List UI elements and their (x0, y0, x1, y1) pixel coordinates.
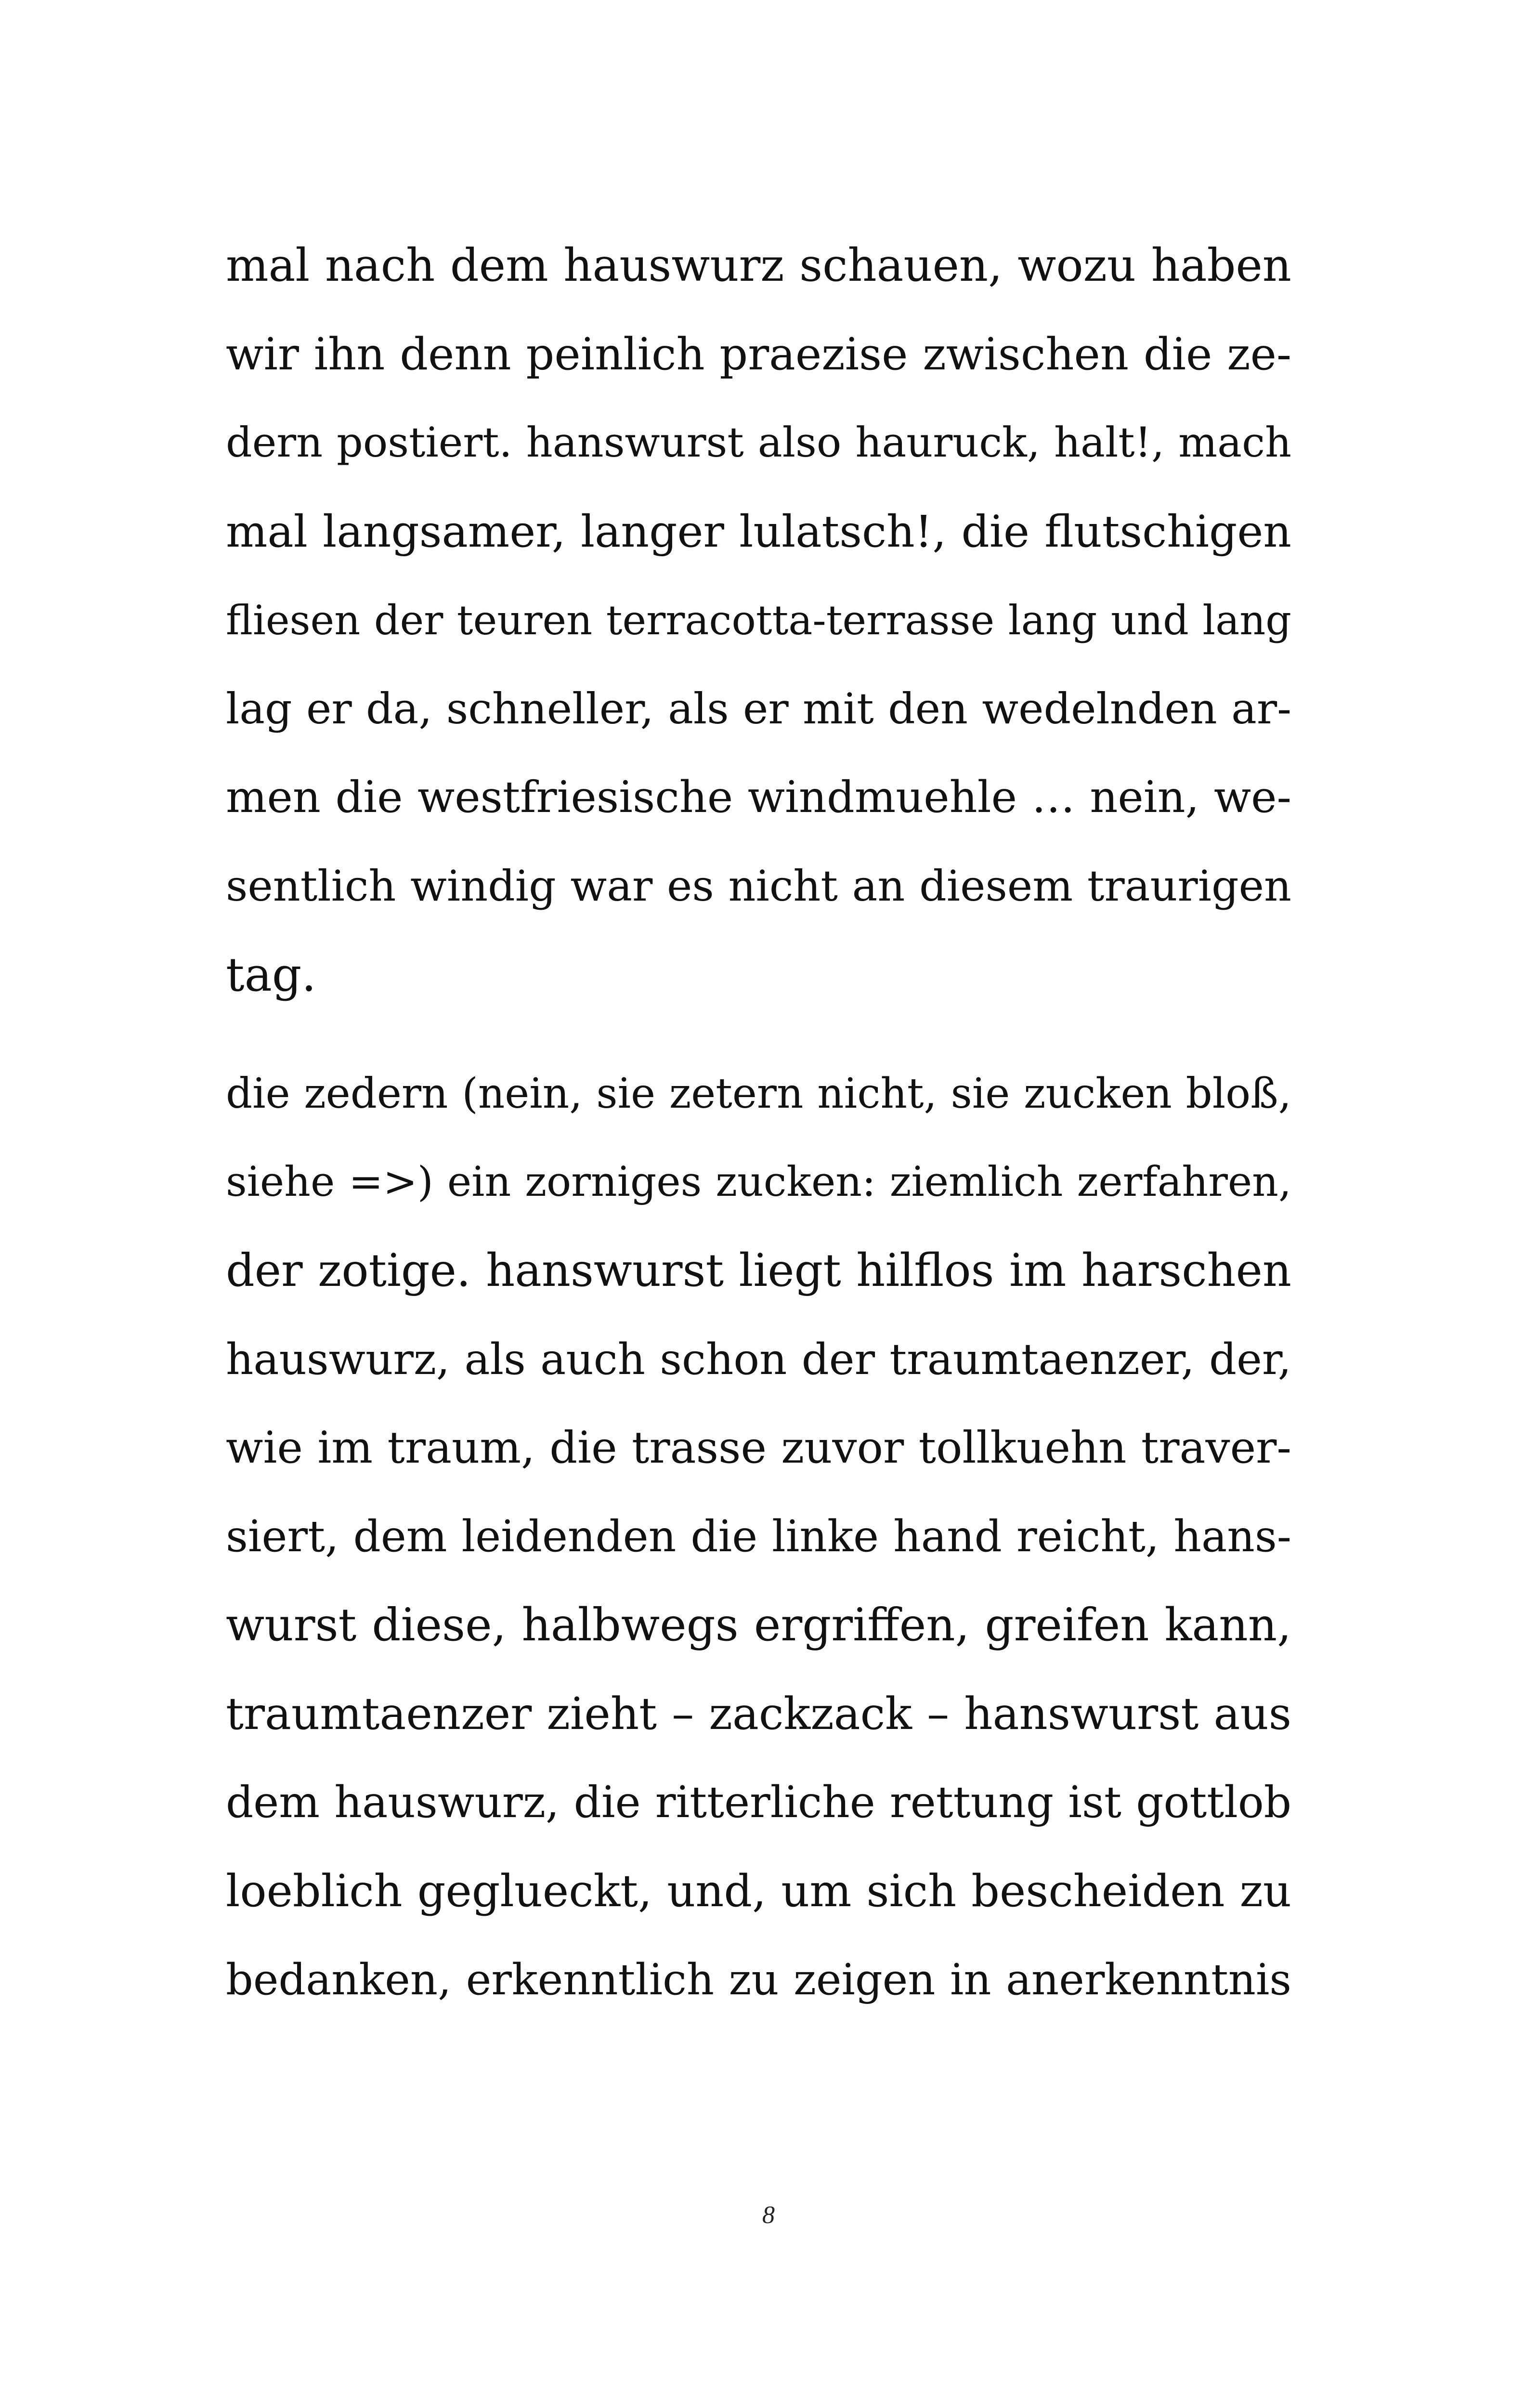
text-line: der zotige. hanswurst liegt hilflos im harschen (226, 1244, 1291, 1297)
text-line: die zedern (nein, sie zetern nicht, sie zucken bloß, (226, 1070, 1291, 1118)
text-line: loeblich geglueckt, und, um sich bescheiden zu (226, 1865, 1291, 1917)
text-line: siehe =>) ein zorniges zucken: ziemlich zerfahren, (226, 1158, 1291, 1206)
text-line: mal langsamer, langer lulatsch!, die flutschigen (226, 506, 1291, 557)
text-line: sentlich windig war es nicht an diesem traurigen (226, 861, 1291, 911)
text-line: wir ihn denn peinlich praezise zwischen die ze- (226, 328, 1291, 380)
text-line: siert, dem leidenden die linke hand reicht, hans- (226, 1512, 1291, 1562)
text-line: traumtaenzer zieht – zackzack – hanswurst aus (226, 1688, 1291, 1740)
text-line: bedanken, erkenntlich zu zeigen in anerkenntnis (226, 1955, 1291, 2004)
text-line: men die westfriesische windmuehle … nein, we- (226, 772, 1291, 823)
paragraph-1 (226, 222, 1291, 1019)
text-line: dem hauswurz, die ritterliche rettung ist gottlob (226, 1778, 1291, 1828)
text-line: hauswurz, als auch schon der traumtaenzer, der, (226, 1335, 1291, 1385)
paragraph-2 (226, 1049, 1291, 2024)
text-line: tag. (226, 948, 316, 1002)
text-line: mal nach dem hauswurz schauen, wozu haben (226, 239, 1291, 292)
text-line: wurst diese, halbwegs ergriffen, greifen kann, (226, 1599, 1291, 1651)
text-line: fliesen der teuren terracotta-terrasse lang und lang (226, 597, 1291, 644)
text-line: wie im traum, die trasse zuvor tollkuehn traver- (226, 1423, 1291, 1473)
page-number: 8 (762, 2201, 775, 2229)
text-line: lag er da, schneller, als er mit den wedelnden ar- (226, 684, 1291, 733)
text-line: dern postiert. hanswurst also hauruck, halt!, mach (226, 419, 1291, 467)
